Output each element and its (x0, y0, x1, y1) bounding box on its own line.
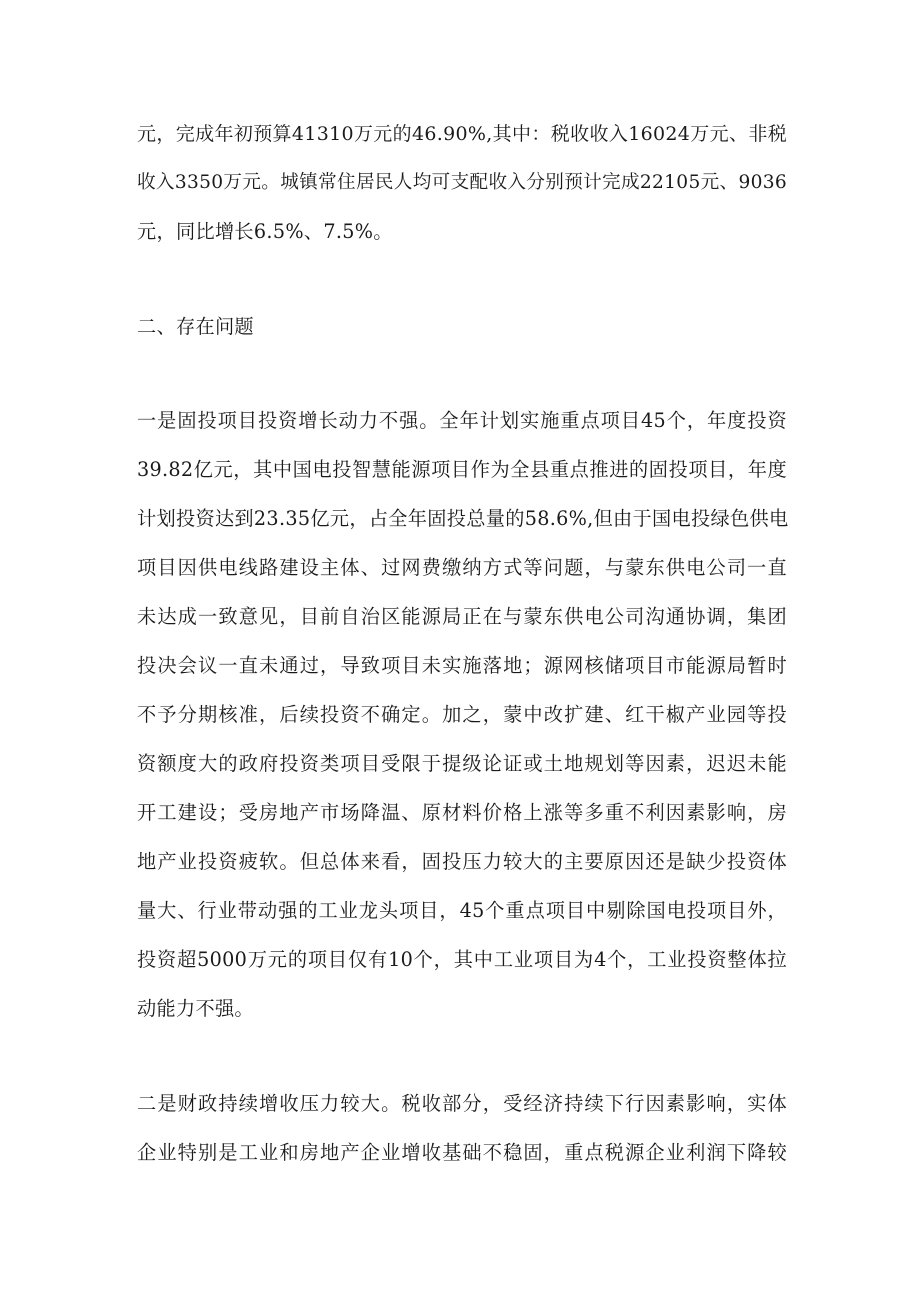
paragraph-line: 二是财政持续增收压力较大。税收部分，受经济持续下行因素影响，实体 (137, 1092, 787, 1115)
paragraph-line: 元，同比增长6.5%、7.5%。 (137, 220, 393, 243)
paragraph-line: 一是固投项目投资增长动力不强。全年计划实施重点项目45个，年度投资 (137, 409, 787, 432)
paragraph-line: 收入3350万元。城镇常住居民人均可支配收入分别预计完成22105元、9036 (137, 172, 787, 193)
paragraph-line: 投决会议一直未通过，导致项目未实施落地；源网核储项目市能源局暂时 (137, 654, 787, 677)
paragraph-line: 投资超5000万元的项目仅有10个，其中工业项目为4个，工业投资整体拉 (137, 948, 787, 971)
paragraph-line: 计划投资达到23.35亿元，占全年固投总量的58.6%,但由于国电投绿色供电 (137, 507, 789, 530)
paragraph-line: 资额度大的政府投资类项目受限于提级论证或土地规划等因素，迟迟未能 (137, 752, 787, 775)
paragraph-line: 地产业投资疲软。但总体来看，固投压力较大的主要原因还是缺少投资体 (137, 850, 787, 873)
paragraph-line: 不予分期核准，后续投资不确定。加之，蒙中改扩建、红干椒产业园等投 (137, 703, 787, 726)
paragraph-line: 企业特别是工业和房地产企业增收基础不稳固，重点税源企业利润下降较 (137, 1141, 787, 1164)
paragraph-line: 39.82亿元，其中国电投智慧能源项目作为全县重点推进的固投项目，年度 (137, 458, 787, 481)
paragraph-line: 元，完成年初预算41310万元的46.90%,其中：税收收入16024万元、非税 (137, 123, 787, 145)
paragraph-line: 项目因供电线路建设主体、过网费缴纳方式等问题，与蒙东供电公司一直 (137, 556, 787, 579)
paragraph-line: 开工建设；受房地产市场降温、原材料价格上涨等多重不利因素影响，房 (137, 801, 787, 824)
paragraph-line: 未达成一致意见，目前自治区能源局正在与蒙东供电公司沟通协调，集团 (137, 605, 787, 628)
paragraph-line: 量大、行业带动强的工业龙头项目，45个重点项目中剔除国电投项目外， (137, 899, 787, 922)
paragraph-line: 动能力不强。 (137, 997, 254, 1020)
section-heading: 二、存在问题 (137, 315, 254, 338)
